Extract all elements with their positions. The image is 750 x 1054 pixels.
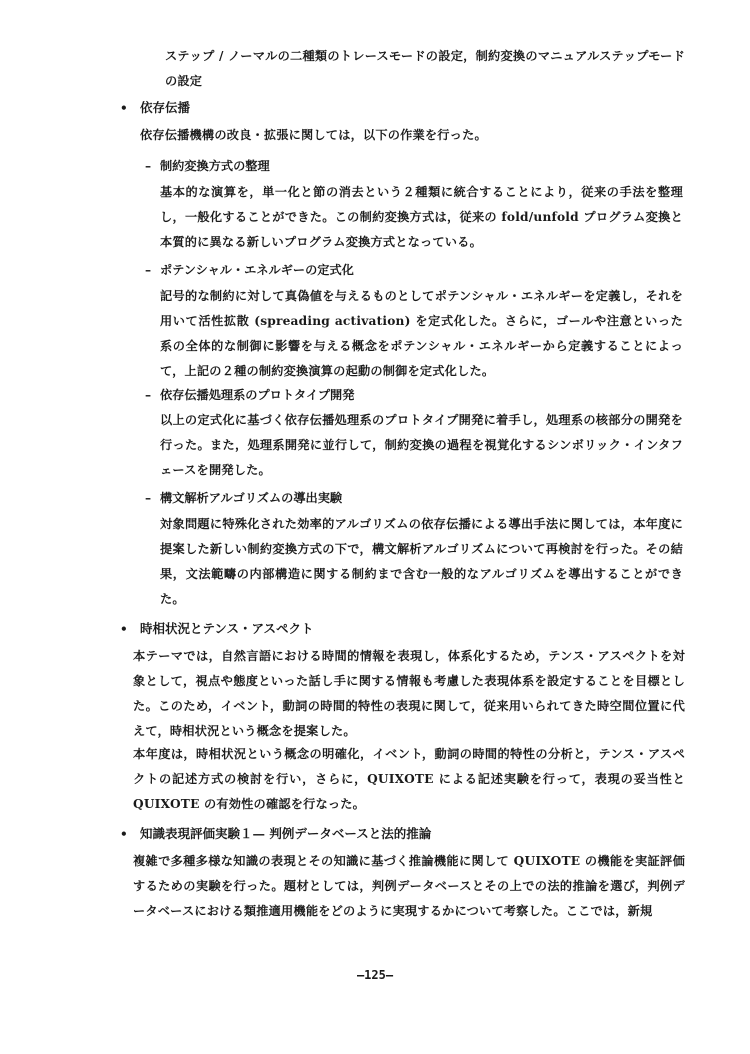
dash-marker: – [145,388,152,402]
intro-paragraph: ステップ / ノーマルの二種類のトレースモードの設定，制約変換のマニュアルステップモードの設定 [165,49,685,88]
section-heading-knowledge-representation [120,823,431,845]
subsection-title: ポテンシャル・エネルギーの定式化 [160,263,354,277]
subsection-body: 基本的な演算を，単一化と節の消去という２種類に統合することにより，従来の手法を整理し，一般化することができた。この制約変換方式は，従来の fold/unfold プログラム変換と本質的に異なる新しいプログラム変換方式となっている。 [160,185,683,249]
subsection-body: 記号的な制約に対して真偽値を与えるものとしてポテンシャル・エネルギーを定義し，それを用いて活性拡散 (spreading activation) を定式化した。さらに，ゴールや注意といった系の全体的な制御に影響を与える概念をポテンシャル・エネルギーから定義することによって，上記の２種の制約変換演算の起動の制御を定式化した。 [160,289,683,378]
bullet-marker: • [120,827,128,841]
subsection-title: 構文解析アルゴリズムの導出実験 [160,491,343,505]
subsection-heading-constraint-transformation [145,155,270,177]
subsection-heading-potential-energy [145,259,354,281]
subsection-heading-prototype [145,384,354,406]
dash-marker: – [145,491,152,505]
section-paragraph: 複雑で多種多様な知識の表現とその知識に基づく推論機能に関して QUIXOTE の機能を実証評価するための実験を行った。題材としては，判例データベースとその上での法的推論を選び，判例データベースにおける類推適用機能をどのように実現するかについて考察した。ここでは，新規 [133,854,685,918]
subsection-body: 対象問題に特殊化された効率的アルゴリズムの依存伝播による導出手法に関しては，本年度に提案した新しい制約変換方式の下で，構文解析アルゴリズムについて再検討を行った。その結果，文法範疇の内部構造に関する制約まで含む一般的なアルゴリズムを導出することができた。 [160,517,683,606]
section-heading-dependency-propagation [120,97,190,119]
bullet-marker: • [120,101,128,115]
dash-marker: – [145,263,152,277]
subsection-heading-parsing-algorithm [145,487,342,509]
bullet-marker: • [120,622,128,636]
dash-marker: – [145,159,152,173]
section-lead: 依存伝播機構の改良・拡張に関しては，以下の作業を行った。 [140,128,487,142]
page-number: —125— [356,968,394,982]
section-title: 時相状況とテンス・アスペクト [140,621,314,636]
section-title: 知識表現評価実験１— 判例データベースと法的推論 [140,826,432,841]
subsection-body: 以上の定式化に基づく依存伝播処理系のプロトタイプ開発に着手し，処理系の核部分の開発を行った。また，処理系開発に並行して，制約変換の過程を視覚化するシンボリック・インタフェースを開発した。 [160,413,683,477]
subsection-title: 依存伝播処理系のプロトタイプ開発 [160,388,355,402]
section-paragraph: 本テーマでは，自然言語における時間的情報を表現し，体系化するため，テンス・アスペクトを対象として，視点や態度といった話し手に関する情報も考慮した表現体系を設定することを目標とした。このため，イベント，動詞の時間的特性の表現に関して，従来用いられてきた時空間位置に代えて，時相状況という概念を提案した。 [133,649,685,738]
section-paragraph: 本年度は，時相状況という概念の明確化，イベント，動詞の時間的特性の分析と，テンス・アスペクトの記述方式の検討を行い，さらに，QUIXOTE による記述実験を行って，表現の妥当性と QUIXOTE の有効性の確認を行なった。 [133,747,685,811]
section-heading-temporal-situation [120,618,314,640]
section-title: 依存伝播 [140,100,191,115]
subsection-title: 制約変換方式の整理 [160,159,270,173]
